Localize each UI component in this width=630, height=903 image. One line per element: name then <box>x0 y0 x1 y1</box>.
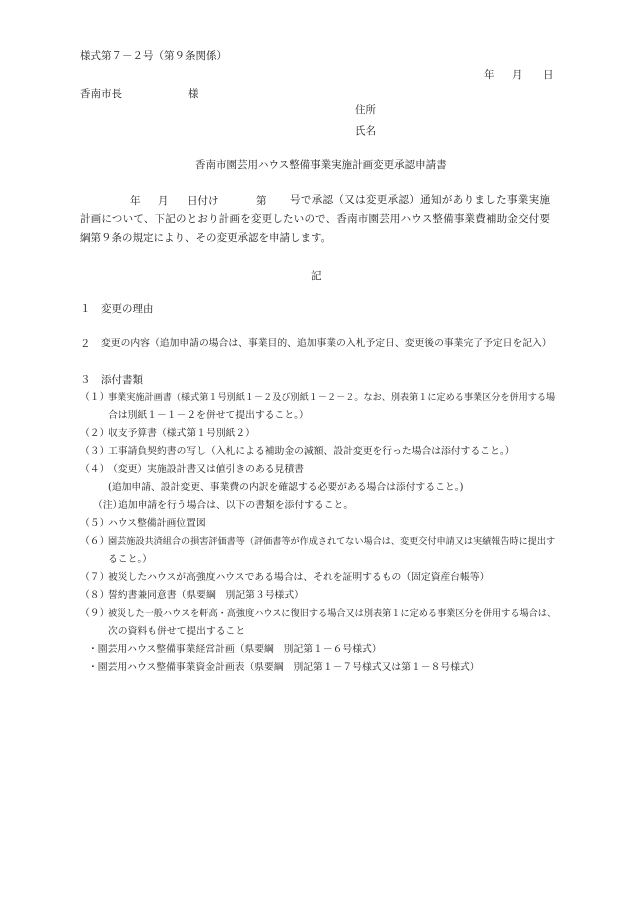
body-year: 年 <box>130 195 141 207</box>
attachment-5-number: （５） <box>80 518 110 529</box>
attachment-8-number: （８） <box>80 590 110 601</box>
section-1-number: １ <box>80 303 91 315</box>
attachment-1-text: 事業実施計画書（様式第１号別紙１－２及び別紙１－２－２。なお、別表第１に定める事業区分を併用する場 <box>108 393 556 403</box>
attachment-7-number: （７） <box>80 572 110 583</box>
bullet-item-2: ・園芸用ハウス整備事業資金計画表（県要綱 別記第１－７号様式又は第１－８号様式） <box>88 662 480 673</box>
addressee-honorific: 様 <box>188 88 199 100</box>
ki-heading: 記 <box>311 270 322 282</box>
section-3-number: ３ <box>80 374 91 386</box>
attachment-1-text-cont: 合は別紙１－１－２を併せて提出すること。） <box>108 410 309 421</box>
body-paragraph: 号で承認（又は変更承認）通知がありました事業実施計画について、下記のとおり計画を変更したいので、香南市園芸用ハウス整備事業費補助金交付要綱第９条の規定により、その変更承認を申請します。 <box>80 194 550 244</box>
address-label: 住所 <box>355 104 376 116</box>
attachment-6-text-cont: ること。） <box>108 554 153 565</box>
form-number: 様式第７－２号（第９条関係） <box>80 50 227 62</box>
attachment-4-text: （変更）実施設計書又は値引きのある見積書 <box>108 464 304 475</box>
date-day-label: 日 <box>543 69 554 81</box>
bullet-item-1: ・園芸用ハウス整備事業経営計画（県要綱 別記第１－６号様式） <box>88 644 382 655</box>
attachment-4-text-cont: (追加申請、設計変更、事業費の内訳を確認する必要がある場合は添付すること。) <box>108 482 464 493</box>
attachment-3-text: 工事請負契約書の写し（入札による補助金の減額、設計変更を行った場合は添付すること。） <box>108 446 515 457</box>
name-label: 氏名 <box>355 125 376 137</box>
attachment-2-text: 収支予算書（様式第１号別紙２） <box>108 428 255 439</box>
section-1-label: 変更の理由 <box>101 303 154 315</box>
body-number-prefix: 第 <box>256 195 267 207</box>
section-2-label: 変更の内容（追加申請の場合は、事業目的、追加事業の入札予定日、変更後の事業完了予定日を記入） <box>101 338 552 349</box>
attachment-note-label: （注） <box>93 500 123 511</box>
attachment-5-text: ハウス整備計画位置図 <box>108 518 206 529</box>
attachment-2-number: （２） <box>80 428 110 439</box>
addressee-name: 香南市長 <box>80 88 122 100</box>
attachment-8-text: 誓約書兼同意書（県要綱 別記第３号様式） <box>108 590 304 601</box>
section-2-number: ２ <box>80 338 91 350</box>
attachment-6-number: （６） <box>80 536 110 547</box>
attachment-6-text: 園芸施設共済組合の損害評価書等（評価書等が作成されてない場合は、変更交付申請又は実績報告時に提出す <box>108 537 556 547</box>
date-month-label: 月 <box>512 69 523 81</box>
attachment-7-text: 被災したハウスが高強度ハウスである場合は、それを証明するもの（固定資産台帳等） <box>108 572 490 583</box>
attachment-1-number: （１） <box>80 392 110 403</box>
attachment-9-text: 被災した一般ハウスを軒高・高強度ハウスに復旧する場合又は別表第１に定める事業区分を併用する場合は、 <box>108 608 557 619</box>
attachment-4-number: （４） <box>80 464 110 475</box>
body-month: 月 <box>158 195 169 207</box>
attachment-9-number: （９） <box>80 608 110 619</box>
attachment-note-text: 追加申請を行う場合は、以下の書類を添付すること。 <box>118 500 354 511</box>
attachment-9-text-cont: 次の資料も併せて提出すること <box>108 626 246 637</box>
date-year-label: 年 <box>484 69 495 81</box>
body-date-suffix: 日付け <box>187 195 219 207</box>
document-title: 香南市園芸用ハウス整備事業実施計画変更承認申請書 <box>195 159 447 171</box>
attachment-3-number: （３） <box>80 446 110 457</box>
section-3-label: 添付書類 <box>101 374 143 386</box>
